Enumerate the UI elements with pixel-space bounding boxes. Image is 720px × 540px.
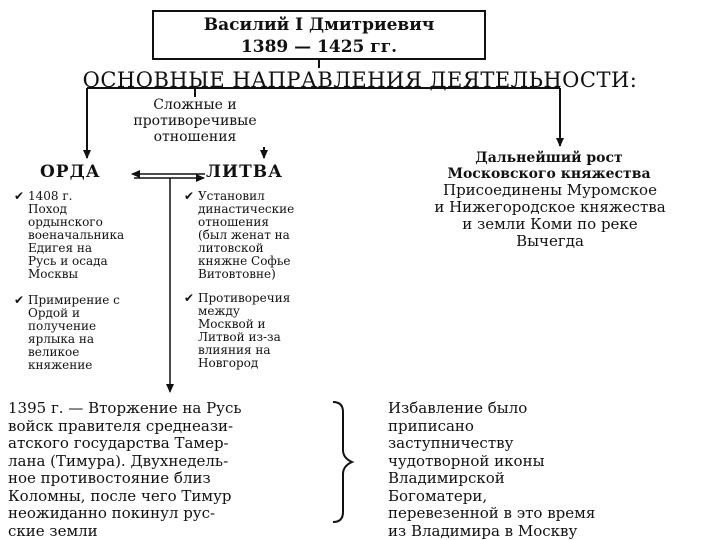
deliverance-line: Владимирской <box>388 469 505 487</box>
deliverance-line: Избавление было <box>388 399 528 417</box>
deliverance-text <box>388 400 678 540</box>
moscow-text-line: и земли Коми по реке <box>462 215 638 233</box>
orda-item-line: ордынского <box>28 215 103 229</box>
litva-item-line: Литвой из-за <box>198 330 281 344</box>
orda-item-line: Русь и осада <box>28 254 108 268</box>
moscow-text-line: Вычегда <box>516 232 584 250</box>
orda-item-line: Примирение с <box>28 293 120 307</box>
check-icon: ✔ <box>184 189 195 203</box>
orda-heading: ОРДА <box>40 162 101 182</box>
check-icon: ✔ <box>14 189 25 203</box>
deliverance-line: чудотворной иконы <box>388 451 545 470</box>
check-icon: ✔ <box>14 293 25 307</box>
deliverance-line: из Владимира в Москву <box>388 521 578 540</box>
title-box <box>152 10 486 60</box>
litva-item-line: княжне Софье <box>198 254 291 268</box>
relations-line: противоречивые <box>133 113 257 129</box>
orda-item-line: Едигея на <box>28 241 93 255</box>
orda-item-line: 1408 г. <box>28 189 73 203</box>
orda-item-line: Москвы <box>28 267 79 281</box>
invasion-line: атского государства Тамер- <box>8 434 229 452</box>
invasion-line: неожиданно покинул рус- <box>8 504 216 522</box>
relations-label <box>120 97 270 145</box>
moscow-text <box>390 182 710 250</box>
moscow-text-line: Присоединены Муромское <box>443 181 657 199</box>
orda-item-line: Поход <box>28 202 68 216</box>
orda-item-1 <box>14 190 164 281</box>
moscow-heading-line: Московского княжества <box>447 166 651 182</box>
deliverance-line: приписано <box>388 416 474 435</box>
litva-heading: ЛИТВА <box>206 162 283 182</box>
orda-item-line: княжение <box>28 358 93 372</box>
moscow-heading <box>412 150 686 182</box>
relations-line: Сложные и <box>153 97 237 113</box>
litva-item-line: Новгород <box>198 356 259 370</box>
invasion-line: лана (Тимура). Двухнедель- <box>8 451 229 470</box>
main-heading: ОСНОВНЫЕ НАПРАВЛЕНИЯ ДЕЯТЕЛЬНОСТИ: <box>82 68 638 92</box>
orda-item-line: получение <box>28 319 97 333</box>
moscow-heading-line: Дальнейший рост <box>475 150 623 166</box>
invasion-line: ное противостояние близ <box>8 469 211 487</box>
litva-item-line: Витовтовне) <box>198 267 276 281</box>
litva-item-line: между <box>198 304 240 318</box>
deliverance-line: перевезенной в это время <box>388 504 596 522</box>
litva-item-line: Установил <box>198 189 265 203</box>
invasion-text <box>8 400 330 540</box>
curly-brace <box>333 402 352 522</box>
litva-item-line: влияния на <box>198 343 271 357</box>
orda-item-line: военачальника <box>28 228 125 242</box>
litva-item-line: династические <box>198 202 295 216</box>
deliverance-line: заступничеству <box>388 434 514 452</box>
litva-item-2 <box>184 292 344 370</box>
orda-item-line: великое <box>28 345 80 359</box>
litva-item-line: Москвой и <box>198 317 266 331</box>
invasion-line: войск правителя среднеази- <box>8 416 234 435</box>
litva-item-line: отношения <box>198 215 269 229</box>
litva-item-line: литовской <box>198 241 264 255</box>
orda-item-line: ярлыка на <box>28 332 95 346</box>
invasion-line: 1395 г. — Вторжение на Русь <box>8 399 242 417</box>
invasion-line: ские земли <box>8 521 98 540</box>
title-name: Василий I Дмитриевич <box>203 15 435 35</box>
invasion-line: Коломны, после чего Тимур <box>8 486 232 505</box>
check-icon: ✔ <box>184 291 195 305</box>
moscow-text-line: и Нижегородское княжества <box>434 198 666 216</box>
litva-item-line: (был женат на <box>198 228 290 242</box>
title-years: 1389 — 1425 гг. <box>240 37 398 57</box>
orda-item-2 <box>14 294 164 372</box>
orda-item-line: Ордой и <box>28 306 80 320</box>
litva-item-1 <box>184 190 344 281</box>
litva-item-line: Противоречия <box>198 291 291 305</box>
deliverance-line: Богоматери, <box>388 486 488 505</box>
relations-line: отношения <box>153 129 237 145</box>
